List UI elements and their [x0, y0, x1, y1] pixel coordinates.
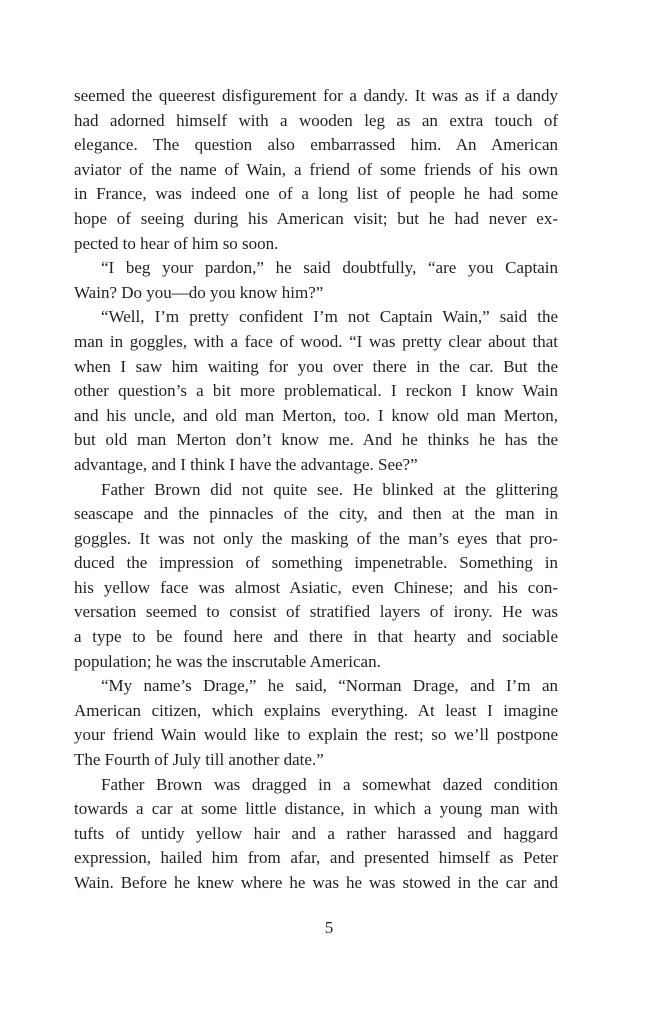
text-line: towards a car at some little distance, in which a young man with	[74, 799, 558, 819]
text-line: man in goggles, with a face of wood. “I was pretty clear about that	[74, 331, 558, 351]
text-line: aviator of the name of Wain, a friend of some friends of his own	[74, 159, 558, 179]
text-line: seemed the queerest disfigurement for a dandy. It was as if a dandy	[74, 86, 558, 105]
text-line: your friend Wain would like to explain the rest; so we’ll postpone	[74, 725, 558, 745]
text-line: when I saw him waiting for you over there in the car. But the	[74, 356, 558, 376]
text-line: goggles. It was not only the masking of the man’s eyes that pro-	[74, 528, 558, 548]
text-line: Wain. Before he knew where he was he was stowed in the car and	[74, 873, 558, 892]
text-line: duced the impression of something impenetrable. Something in	[74, 553, 558, 573]
text-line: his yellow face was almost Asiatic, even Chinese; and his con-	[74, 577, 558, 597]
text-line: elegance. The question also embarrassed him. An American	[74, 135, 558, 155]
text-line: pected to hear of him so soon.	[74, 233, 279, 253]
text-line: advantage, and I think I have the advantage. See?”	[74, 454, 418, 474]
text-line: American citizen, which explains everything. At least I imagine	[74, 700, 558, 720]
text-line: expression, hailed him from afar, and presented himself as Peter	[74, 848, 558, 868]
text-line: Father Brown was dragged in a somewhat dazed condition	[101, 774, 558, 794]
text-line: in France, was indeed one of a long list of people he had some	[74, 184, 558, 204]
text-line: population; he was the inscrutable American.	[74, 651, 381, 671]
text-line: tufts of untidy yellow hair and a rather harassed and haggard	[74, 823, 558, 843]
text-line: had adorned himself with a wooden leg as an extra touch of	[74, 110, 558, 130]
text-line: seascape and the pinnacles of the city, and then at the man in	[74, 504, 558, 524]
text-line: and his uncle, and old man Merton, too. I know old man Merton,	[74, 405, 558, 425]
text-line: Father Brown did not quite see. He blinked at the glittering	[101, 479, 558, 499]
text-line: a type to be found here and there in that hearty and sociable	[74, 627, 558, 647]
text-line: hope of seeing during his American visit; but he had never ex-	[74, 208, 558, 228]
text-line: “I beg your pardon,” he said doubtfully, “are you Captain	[101, 258, 558, 278]
text-line: “Well, I’m pretty confident I’m not Captain Wain,” said the	[101, 307, 558, 327]
text-line: versation seemed to consist of stratified layers of irony. He was	[74, 602, 558, 622]
text-line: “My name’s Drage,” he said, “Norman Drage, and I’m an	[101, 676, 558, 696]
text-line: Wain? Do you—do you know him?”	[74, 282, 324, 302]
page-number: 5	[324, 918, 334, 937]
text-line: but old man Merton don’t know me. And he thinks he has the	[74, 430, 558, 450]
text-line: The Fourth of July till another date.”	[74, 750, 324, 770]
text-line: other question’s a bit more problematical. I reckon I know Wain	[74, 381, 558, 401]
body-text	[74, 84, 558, 896]
